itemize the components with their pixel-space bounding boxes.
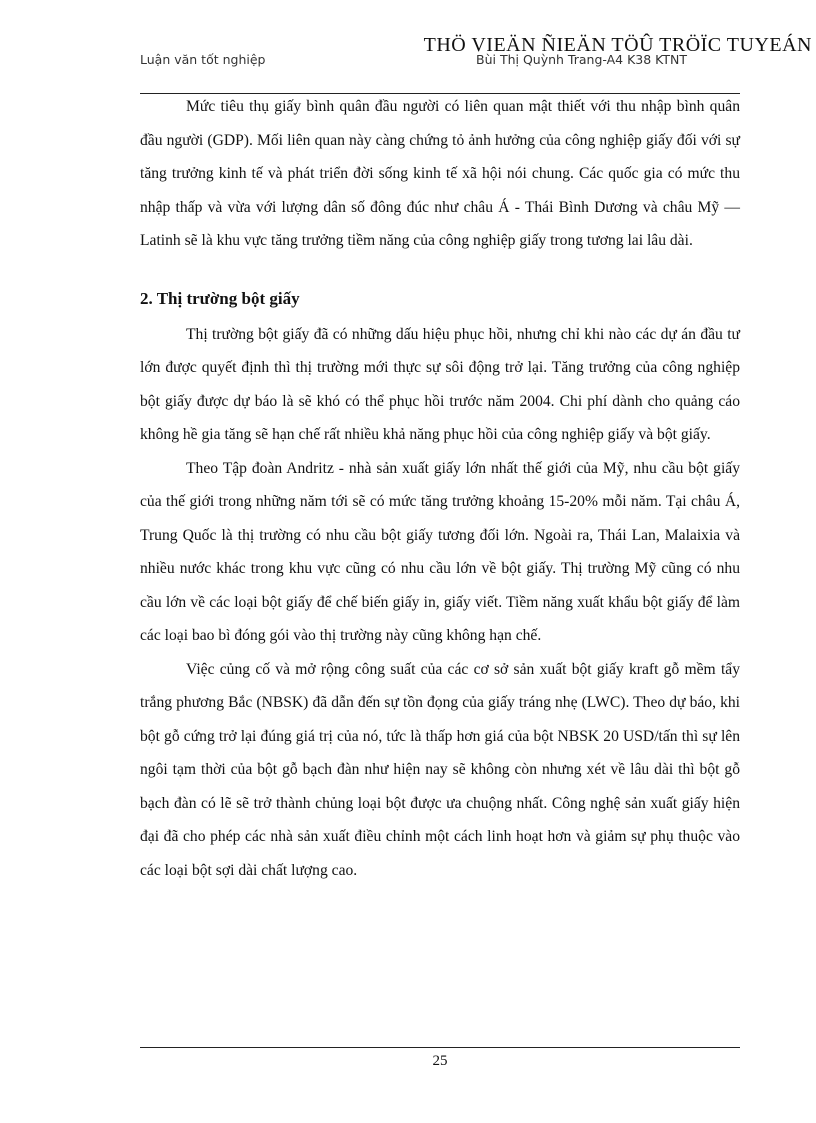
- page-header: [140, 52, 740, 72]
- page-body: [140, 90, 740, 887]
- section-heading: 2. Thị trường bột giấy: [140, 288, 300, 308]
- header-thesis-label: Luận văn tốt nghiệp: [140, 52, 266, 67]
- library-watermark: THÖ VIEÄN ÑIEÄN TÖÛ TRÖÏC TUYEÁN: [423, 34, 812, 56]
- paragraph-gdp-consumption: Mức tiêu thụ giấy bình quân đầu người có liên quan mật thiết với thu nhập bình quân đầu người (GDP). Mối liên quan này càng chứng tỏ ảnh hưởng của công nghiệp giấy đối với sự tăng trưởng kinh tế và phát triển đời sống kinh tế xã hội nói chung. Các quốc gia có mức thu nhập thấp và vừa với lượng dân số đông đúc như châu Á - Thái Bình Dương và châu Mỹ — Latinh sẽ là khu vực tăng trưởng tiềm năng của công nghiệp giấy trong tương lai lâu dài.: [140, 98, 740, 249]
- paragraph-nbsk: Việc củng cố và mở rộng công suất của các cơ sở sản xuất bột giấy kraft gỗ mềm tẩy trắng phương Bắc (NBSK) đã dẫn đến sự tồn đọng của giấy tráng nhẹ (LWC). Theo dự báo, khi bột gỗ cứng trở lại đúng giá trị của nó, tức là thấp hơn giá của bột NBSK 20 USD/tấn thì sự lên ngôi tạm thời của bột gỗ bạch đàn như hiện nay sẽ không còn nhưng xét về lâu dài thì bột gỗ bạch đàn có lẽ sẽ trở thành chủng loại bột được ưa chuộng nhất. Công nghệ sản xuất giấy hiện đại đã cho phép các nhà sản xuất điều chỉnh một cách linh hoạt hơn và giảm sự phụ thuộc vào các loại bột sợi dài chất lượng cao.: [140, 660, 740, 879]
- paragraph-andritz: Theo Tập đoàn Andritz - nhà sản xuất giấy lớn nhất thế giới của Mỹ, nhu cầu bột giấy của thế giới trong những năm tới sẽ có mức tăng trưởng khoảng 15-20% mỗi năm. Tại châu Á, Trung Quốc là thị trường có nhu cầu bột giấy tương đối lớn. Ngoài ra, Thái Lan, Malaixia và nhiều nước khác trong khu vực cũng có nhu cầu lớn về bột giấy. Thị trường Mỹ cũng có nhu cầu lớn về các loại bột giấy để chế biến giấy in, giấy viết. Tiềm năng xuất khẩu bột giấy để làm các loại bao bì đóng gói vào thị trường này cũng không hạn chế.: [140, 459, 740, 644]
- header-author: Bùi Thị Quỳnh Trang-A4 K38 KTNT: [476, 52, 688, 67]
- footer-divider: [140, 1047, 740, 1048]
- paragraph-pulp-market: Thị trường bột giấy đã có những dấu hiệu phục hồi, nhưng chỉ khi nào các dự án đầu tư lớn được quyết định thì thị trường mới thực sự sôi động trở lại. Tăng trưởng của công nghiệp bột giấy được dự báo là sẽ khó có thể phục hồi trước năm 2004. Chi phí dành cho quảng cáo không hề gia tăng sẽ hạn chế rất nhiều khả năng phục hồi của công nghiệp giấy và bột giấy.: [140, 325, 740, 443]
- page-number: 25: [432, 1053, 448, 1069]
